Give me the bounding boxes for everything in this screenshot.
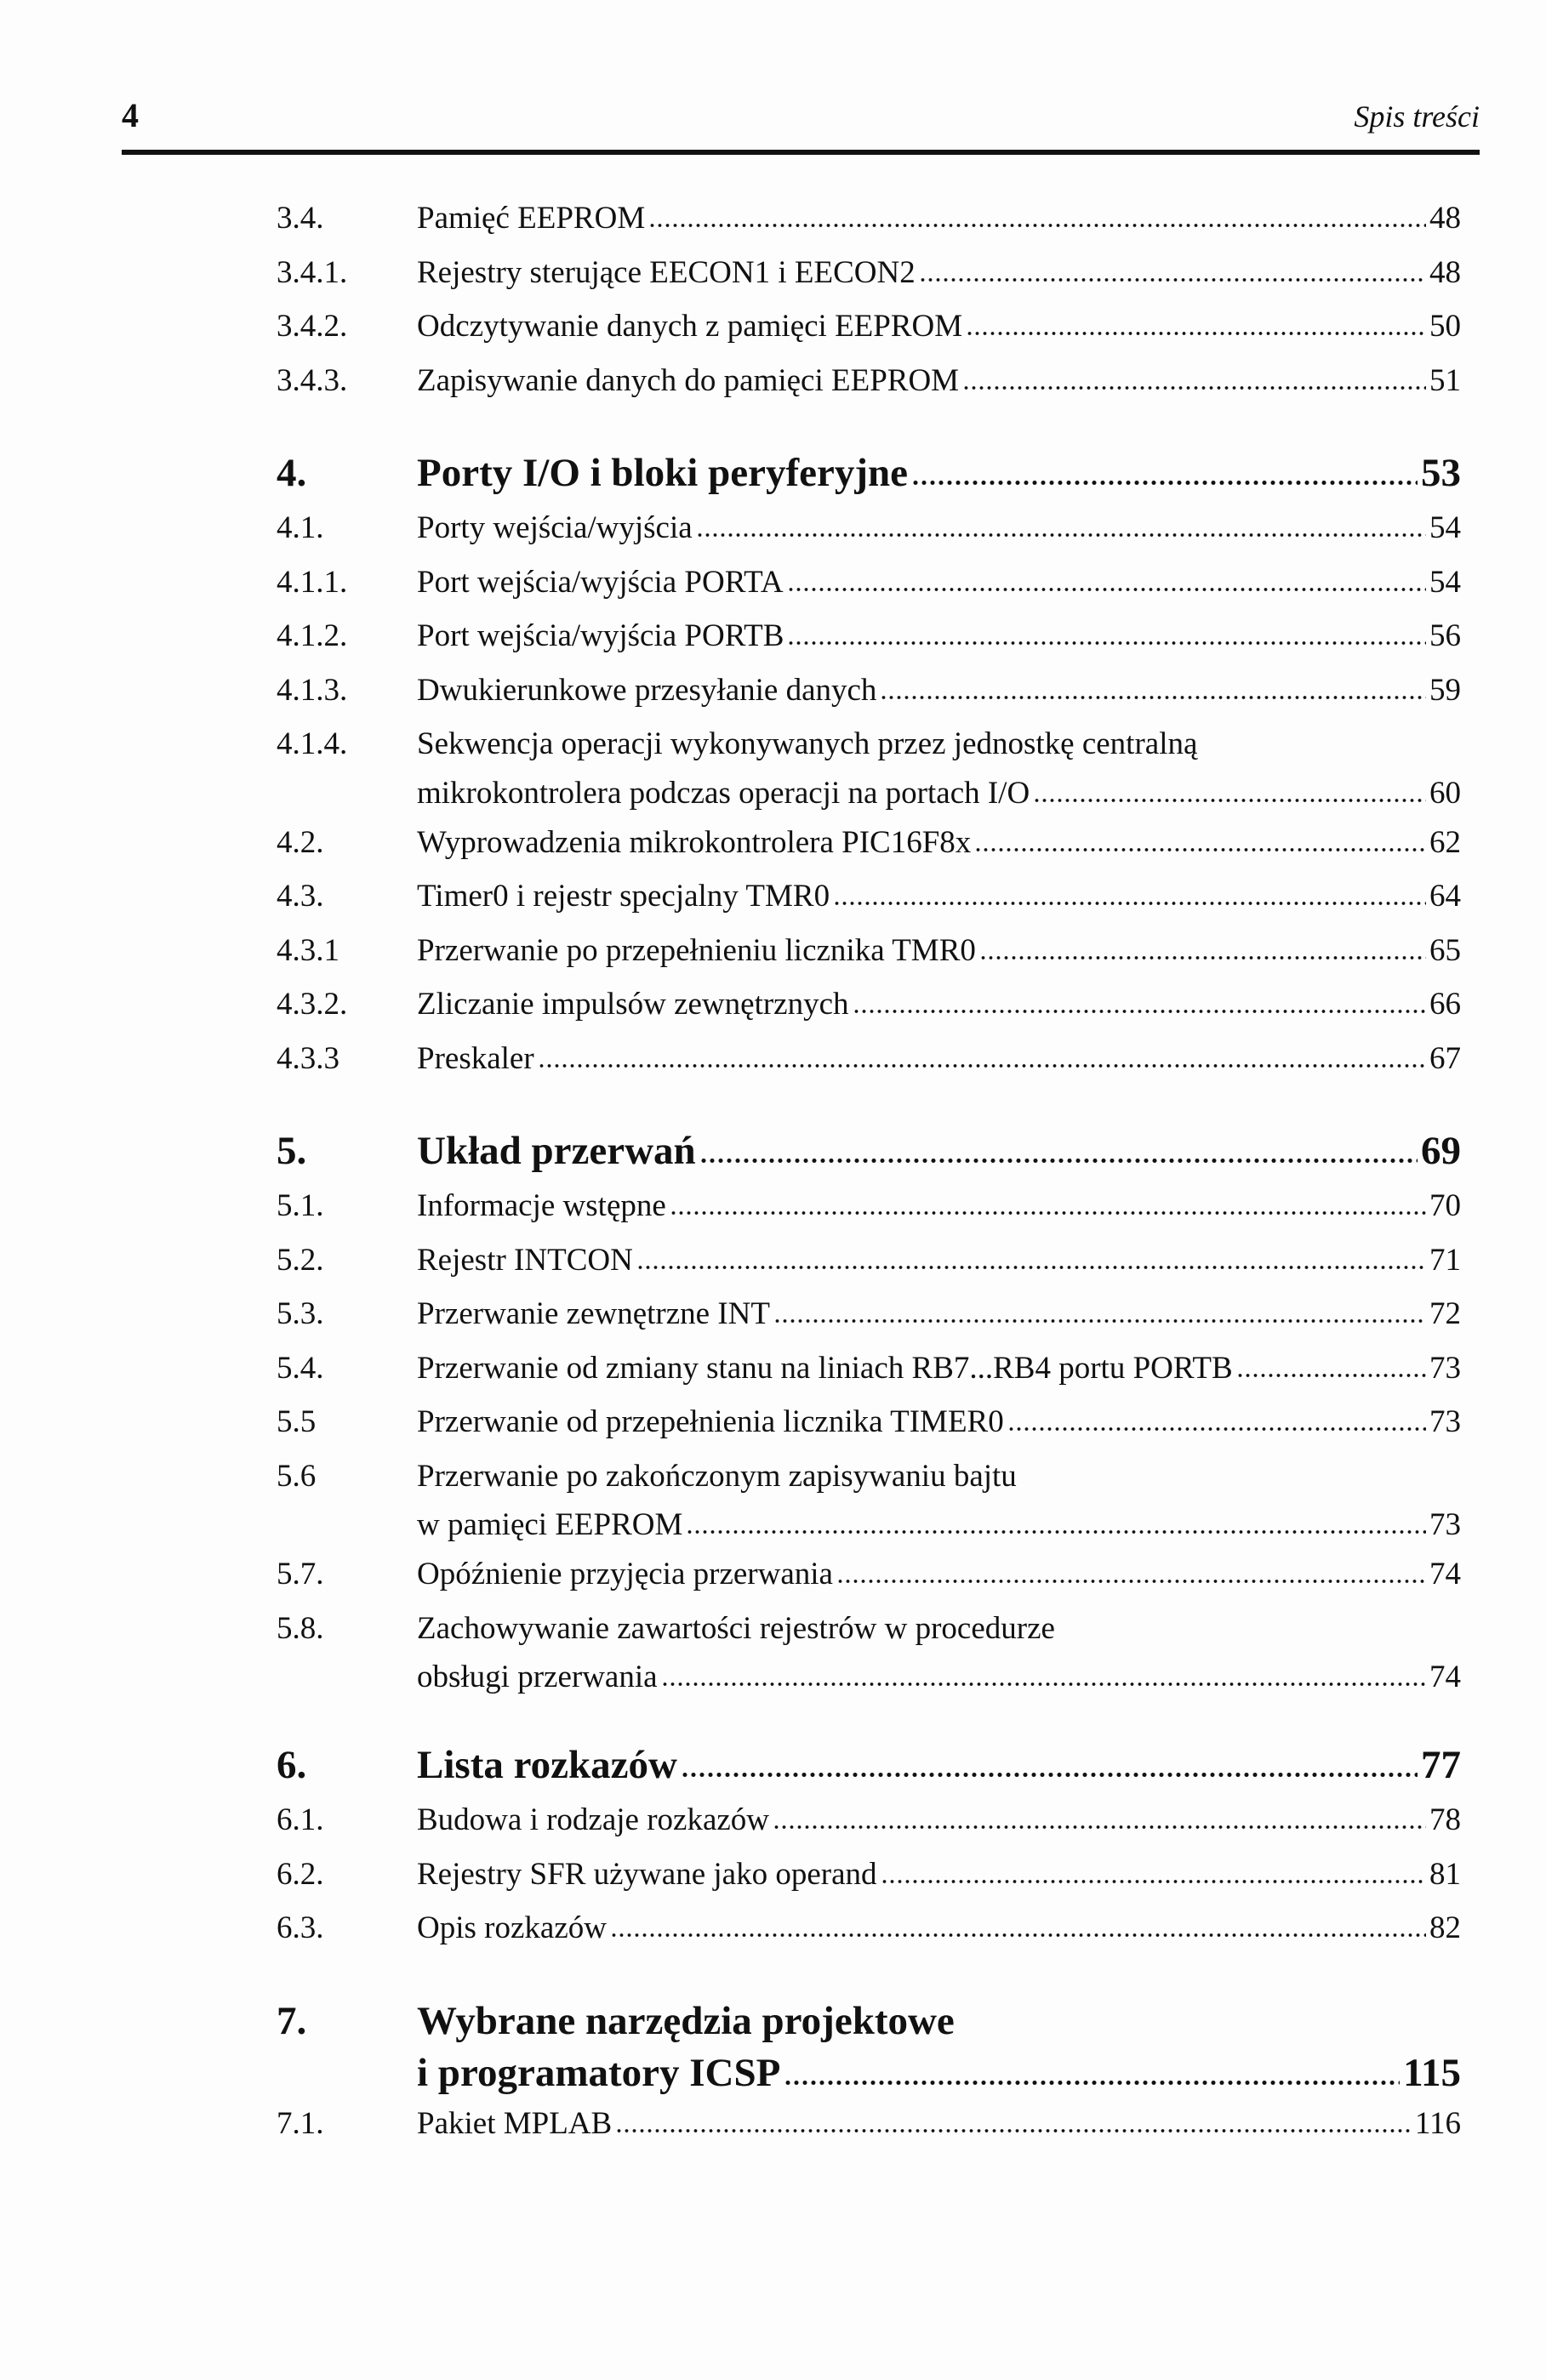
toc-entry[interactable] [277,1179,1461,1233]
entry-number: 4.2. [277,824,324,860]
entry-page-number: 71 [1429,1242,1461,1278]
entry-page-number: 73 [1429,1507,1461,1542]
toc-entry[interactable] [277,191,1461,246]
entry-line [417,2097,1461,2151]
entry-body [417,299,1461,354]
toc-chapter-entry[interactable] [277,445,1461,501]
page-number: 4 [122,96,139,134]
toc-entry[interactable] [277,1233,1461,1288]
entry-title: Wybrane narzędzia projektowe [417,1998,955,2043]
entry-line [417,772,1461,816]
entry-number: 7. [277,1998,307,2043]
entry-title: Sekwencja operacji wykonywanych przez jednostkę centralną [417,726,1198,761]
entry-body [417,1547,1461,1602]
entry-body [417,1848,1461,1902]
entry-title: Przerwanie zewnętrzne INT [417,1296,770,1331]
dot-leader [966,327,1426,336]
entry-page-number: 53 [1421,451,1461,495]
entry-title: Informacje wstępne [417,1188,666,1223]
toc-entry[interactable] [277,663,1461,718]
entry-number: 4.3. [277,879,324,914]
entry-line [417,924,1461,978]
entry-title: Pamięć EEPROM [417,201,646,236]
entry-line [417,1655,1461,1700]
entry-number: 5.3. [277,1296,324,1331]
entry-page-number: 56 [1429,618,1461,653]
entry-title: Odczytywanie danych z pamięci EEPROM [417,309,963,344]
entry-line [417,977,1461,1032]
entry-number: 3.4.1. [277,254,348,290]
dot-leader [686,1526,1426,1534]
toc-entry[interactable] [277,1287,1461,1341]
entry-number: 3.4.3. [277,362,348,398]
entry-page-number: 67 [1429,1040,1461,1076]
table-of-contents [277,191,1461,2150]
entry-number: 5.8. [277,1610,324,1646]
running-title: Spis treści [1354,100,1480,134]
toc-entry[interactable] [277,816,1461,870]
entry-line [417,816,1461,870]
entry-number: 4.1.2. [277,618,348,653]
toc-entry[interactable] [277,1449,1461,1548]
entry-line [417,1123,1461,1179]
entry-number: 5. [277,1129,307,1173]
entry-body [417,663,1461,718]
entry-number: 3.4.2. [277,309,348,344]
entry-title: Timer0 i rejestr specjalny TMR0 [417,879,830,914]
entry-number: 5.7. [277,1557,324,1591]
entry-line [417,1547,1461,1602]
entry-line [417,609,1461,663]
dot-leader [1007,1423,1426,1432]
entry-line [417,445,1461,501]
entry-line [417,1233,1461,1288]
entry-body [417,869,1461,924]
entry-number: 4. [277,451,307,495]
entry-title: Przerwanie po przepełnieniu licznika TMR0 [417,932,976,968]
toc-entry[interactable] [277,1602,1461,1700]
entry-page-number: 51 [1429,362,1461,398]
entry-number: 6.3. [277,1910,324,1945]
entry-title: obsługi przerwania [417,1660,658,1694]
entry-page-number: 74 [1429,1557,1461,1591]
entry-page-number: 60 [1429,775,1461,811]
entry-number: 4.1.4. [277,726,348,761]
entry-page-number: 81 [1429,1856,1461,1892]
entry-title: Port wejścia/wyjścia PORTA [417,564,784,600]
toc-chapter-entry[interactable] [277,1737,1461,1793]
dot-leader [787,584,1426,592]
entry-page-number: 66 [1429,987,1461,1022]
entry-page-number: 64 [1429,879,1461,914]
toc-entry[interactable] [277,609,1461,663]
entry-title: Zachowywanie zawartości rejestrów w procedurze [417,1610,1055,1646]
entry-title: Porty wejścia/wyjścia [417,510,693,545]
dot-leader [880,692,1426,700]
entry-body [417,609,1461,663]
header-rule [122,150,1480,155]
toc-entry[interactable] [277,924,1461,978]
dot-leader [787,637,1426,646]
entry-title: Port wejścia/wyjścia PORTB [417,618,784,653]
entry-line [417,1287,1461,1341]
entry-title: Porty I/O i bloki peryferyjne [417,451,908,495]
entry-body [417,246,1461,300]
entry-body [417,1602,1461,1700]
entry-title: Opóźnienie przyjęcia przerwania [417,1557,833,1591]
dot-leader [610,1929,1426,1938]
entry-title: mikrokontrolera podczas operacji na portach I/O [417,775,1030,811]
entry-line [417,1793,1461,1848]
entry-title: Wyprowadzenia mikrokontrolera PIC16F8x [417,824,972,860]
entry-line [417,717,1461,772]
entry-title: Przerwanie od przepełnienia licznika TIMER0 [417,1404,1004,1439]
toc-entry[interactable] [277,1395,1461,1449]
entry-body [417,1901,1461,1956]
entry-page-number: 73 [1429,1404,1461,1439]
entry-number: 3.4. [277,201,324,236]
dot-leader [696,529,1426,538]
toc-entry[interactable] [277,246,1461,300]
entry-line [417,2049,1461,2097]
entry-body [417,1449,1461,1548]
dot-leader [681,1769,1418,1778]
entry-number: 5.5 [277,1404,317,1439]
entry-title: Przerwanie od zmiany stanu na liniach RB7...RB4 portu PORTB [417,1350,1233,1386]
entry-body [417,1737,1461,1793]
dot-leader [962,382,1426,390]
dot-leader [784,2077,1400,2086]
entry-number: 5.4. [277,1350,324,1386]
entry-body [417,1341,1461,1396]
entry-line [417,1032,1461,1086]
entry-body [417,816,1461,870]
entry-body [417,717,1461,816]
toc-entry[interactable] [277,1032,1461,1086]
entry-line [417,1179,1461,1233]
entry-title: Budowa i rodzaje rozkazów [417,1802,770,1837]
entry-body [417,354,1461,408]
dot-leader [836,1575,1426,1584]
entry-line [417,869,1461,924]
entry-body [417,2097,1461,2151]
entry-line [417,1503,1461,1547]
dot-leader [911,477,1418,486]
entry-number: 4.1.1. [277,564,348,600]
entry-line [417,1848,1461,1902]
dot-leader [648,219,1426,228]
entry-title: Rejestry SFR używane jako operand [417,1856,877,1892]
toc-entry[interactable] [277,354,1461,408]
entry-line [417,299,1461,354]
entry-body [417,1233,1461,1288]
entry-page-number: 65 [1429,932,1461,968]
dot-leader [538,1060,1426,1068]
toc-entry[interactable] [277,299,1461,354]
dot-leader [1236,1369,1426,1378]
entry-line [417,501,1461,555]
entry-page-number: 116 [1414,2105,1461,2141]
entry-body [417,501,1461,555]
entry-title: Pakiet MPLAB [417,2105,613,2141]
entry-line [417,555,1461,610]
entry-line [417,191,1461,246]
dot-leader [615,2125,1412,2133]
entry-page-number: 48 [1429,254,1461,290]
entry-line [417,1449,1461,1504]
toc-entry[interactable] [277,1793,1461,1848]
dot-leader [881,1876,1427,1884]
entry-body [417,1993,1461,2097]
entry-page-number: 115 [1403,2050,1461,2095]
entry-title: Rejestry sterujące EECON1 i EECON2 [417,254,916,290]
entry-title: Preskaler [417,1040,534,1076]
toc-entry[interactable] [277,501,1461,555]
entry-number: 5.2. [277,1242,324,1278]
entry-body [417,924,1461,978]
entry-title: Układ przerwań [417,1129,696,1173]
entry-number: 4.3.2. [277,987,348,1022]
entry-title: Dwukierunkowe przesyłanie danych [417,672,877,708]
dot-leader [833,897,1426,906]
entry-line [417,1395,1461,1449]
entry-title: Zliczanie impulsów zewnętrznych [417,987,849,1022]
entry-number: 4.3.1 [277,932,339,968]
dot-leader [1033,794,1426,803]
toc-entry[interactable] [277,555,1461,610]
entry-page-number: 78 [1429,1802,1461,1837]
toc-entry[interactable] [277,717,1461,816]
toc-entry[interactable] [277,1901,1461,1956]
entry-page-number: 54 [1429,564,1461,600]
entry-line [417,246,1461,300]
entry-number: 6. [277,1743,307,1787]
entry-body [417,191,1461,246]
entry-page-number: 72 [1429,1296,1461,1331]
entry-page-number: 62 [1429,824,1461,860]
entry-body [417,1032,1461,1086]
entry-title: Rejestr INTCON [417,1242,633,1278]
entry-title: w pamięci EEPROM [417,1507,683,1542]
entry-number: 4.3.3 [277,1040,339,1076]
entry-number: 4.1. [277,510,324,545]
toc-entry[interactable] [277,1848,1461,1902]
entry-page-number: 82 [1429,1910,1461,1945]
entry-title: Opis rozkazów [417,1910,607,1945]
toc-entry[interactable] [277,869,1461,924]
entry-page-number: 73 [1429,1350,1461,1386]
entry-number: 6.2. [277,1856,324,1892]
entry-page-number: 69 [1421,1129,1461,1173]
entry-body [417,1287,1461,1341]
entry-line [417,663,1461,718]
entry-body [417,555,1461,610]
dot-leader [670,1207,1426,1216]
entry-page-number: 50 [1429,309,1461,344]
entry-number: 5.6 [277,1458,317,1494]
dot-leader [661,1678,1426,1687]
dot-leader [919,274,1426,282]
entry-page-number: 54 [1429,510,1461,545]
entry-line [417,1737,1461,1793]
dot-leader [773,1315,1426,1324]
entry-line [417,1993,1461,2049]
toc-chapter-entry[interactable] [277,1123,1461,1179]
entry-number: 6.1. [277,1802,324,1837]
entry-body [417,1793,1461,1848]
dot-leader [974,844,1426,852]
entry-body [417,1395,1461,1449]
entry-number: 4.1.3. [277,672,348,708]
entry-line [417,1341,1461,1396]
toc-entry[interactable] [277,1341,1461,1396]
entry-body [417,1179,1461,1233]
entry-line [417,354,1461,408]
entry-number: 7.1. [277,2105,324,2141]
entry-number: 5.1. [277,1188,324,1223]
dot-leader [979,952,1426,960]
entry-body [417,445,1461,501]
dot-leader [636,1261,1426,1270]
entry-title: Lista rozkazów [417,1743,677,1787]
dot-leader [773,1821,1426,1830]
toc-entry[interactable] [277,977,1461,1032]
entry-page-number: 48 [1429,201,1461,236]
entry-title: Przerwanie po zakończonym zapisywaniu bajtu [417,1458,1017,1494]
entry-body [417,1123,1461,1179]
toc-entry[interactable] [277,2097,1461,2151]
entry-page-number: 59 [1429,672,1461,708]
toc-entry[interactable] [277,1547,1461,1602]
entry-page-number: 70 [1429,1188,1461,1223]
dot-leader [699,1155,1418,1164]
entry-title: i programatory ICSP [417,2050,781,2095]
entry-line [417,1901,1461,1956]
toc-chapter-entry[interactable] [277,1993,1461,2097]
dot-leader [853,1005,1426,1014]
entry-body [417,977,1461,1032]
entry-page-number: 74 [1429,1660,1461,1694]
entry-page-number: 77 [1421,1743,1461,1787]
entry-title: Zapisywanie danych do pamięci EEPROM [417,362,960,398]
entry-line [417,1602,1461,1656]
